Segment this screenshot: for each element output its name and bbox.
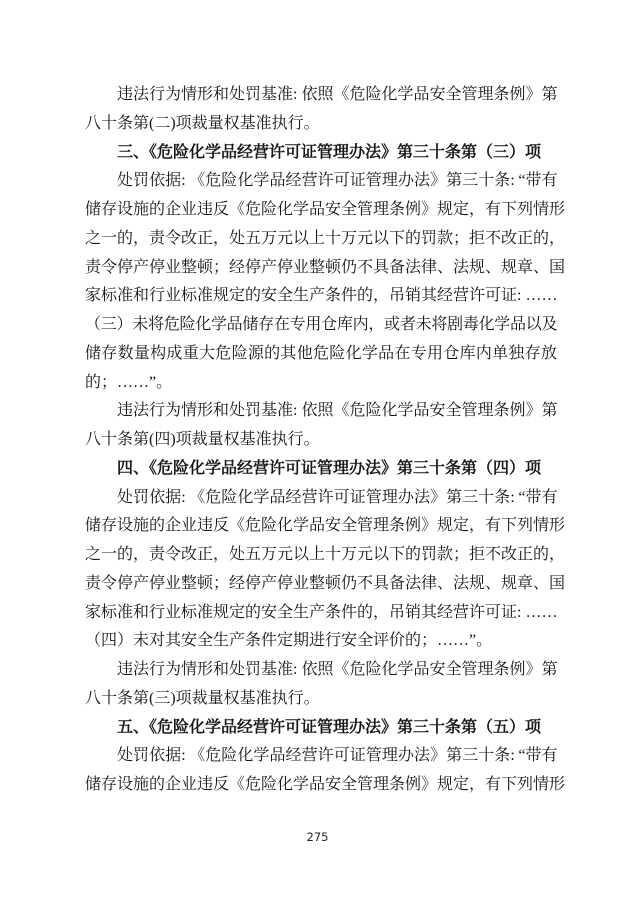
document-body [85, 81, 566, 800]
text-line: 之一的，责令改正，处五万元以上十万元以下的罚款；拒不改正的， [85, 546, 566, 563]
text-line: 责令停产停业整顿；经停产停业整顿仍不具备法律、法规、规章、国 [85, 258, 566, 276]
text-line: （四）未对其安全生产条件定期进行安全评价的；……”。 [85, 632, 493, 650]
text-line: 储存设施的企业违反《危险化学品安全管理条例》规定，有下列情形 [85, 517, 566, 535]
text-line: 八十条第(三)项裁量权基准执行。 [85, 689, 320, 707]
text-line: 违法行为情形和处罚基准: 依照《危险化学品安全管理条例》第 [117, 86, 558, 103]
text-line: 处罚依据: 《危险化学品经营许可证管理办法》第三十条: “带有 [117, 172, 557, 190]
text-line: 之一的，责令改正，处五万元以上十万元以下的罚款；拒不改正的， [85, 229, 566, 247]
page-number: 275 [306, 830, 329, 844]
text-line: 储存数量构成重大危险源的其他危险化学品在专用仓库内单独存放 [85, 344, 557, 362]
text-line: 违法行为情形和处罚基准: 依照《危险化学品安全管理条例》第 [117, 402, 558, 420]
section-heading-5: 五、《危险化学品经营许可证管理办法》第三十条第（五）项 [117, 718, 542, 736]
section-heading-4: 四、《危险化学品经营许可证管理办法》第三十条第（四）项 [117, 459, 542, 477]
section-heading-3: 三、《危险化学品经营许可证管理办法》第三十条第（三）项 [117, 143, 542, 161]
text-line: （三）未将危险化学品储存在专用仓库内，或者未将剧毒化学品以及 [85, 316, 557, 333]
text-line: 处罚依据: 《危险化学品经营许可证管理办法》第三十条: “带有 [117, 488, 557, 506]
text-line: 储存设施的企业违反《危险化学品安全管理条例》规定，有下列情形 [85, 201, 566, 218]
text-line: 责令停产停业整顿；经停产停业整顿仍不具备法律、法规、规章、国 [85, 574, 566, 592]
text-line: 八十条第(四)项裁量权基准执行。 [85, 431, 320, 448]
text-line: 家标准和行业标准规定的安全生产条件的，吊销其经营许可证: …… [85, 603, 558, 621]
text-line: 家标准和行业标准规定的安全生产条件的，吊销其经营许可证: …… [85, 287, 558, 305]
text-line: 八十条第(二)项裁量权基准执行。 [85, 114, 320, 132]
text-line: 处罚依据: 《危险化学品经营许可证管理办法》第三十条: “带有 [117, 747, 557, 765]
text-line: 储存设施的企业违反《危险化学品安全管理条例》规定，有下列情形 [85, 776, 566, 793]
text-line: 违法行为情形和处罚基准: 依照《危险化学品安全管理条例》第 [117, 661, 558, 678]
text-line: 的；……”。 [85, 373, 173, 391]
